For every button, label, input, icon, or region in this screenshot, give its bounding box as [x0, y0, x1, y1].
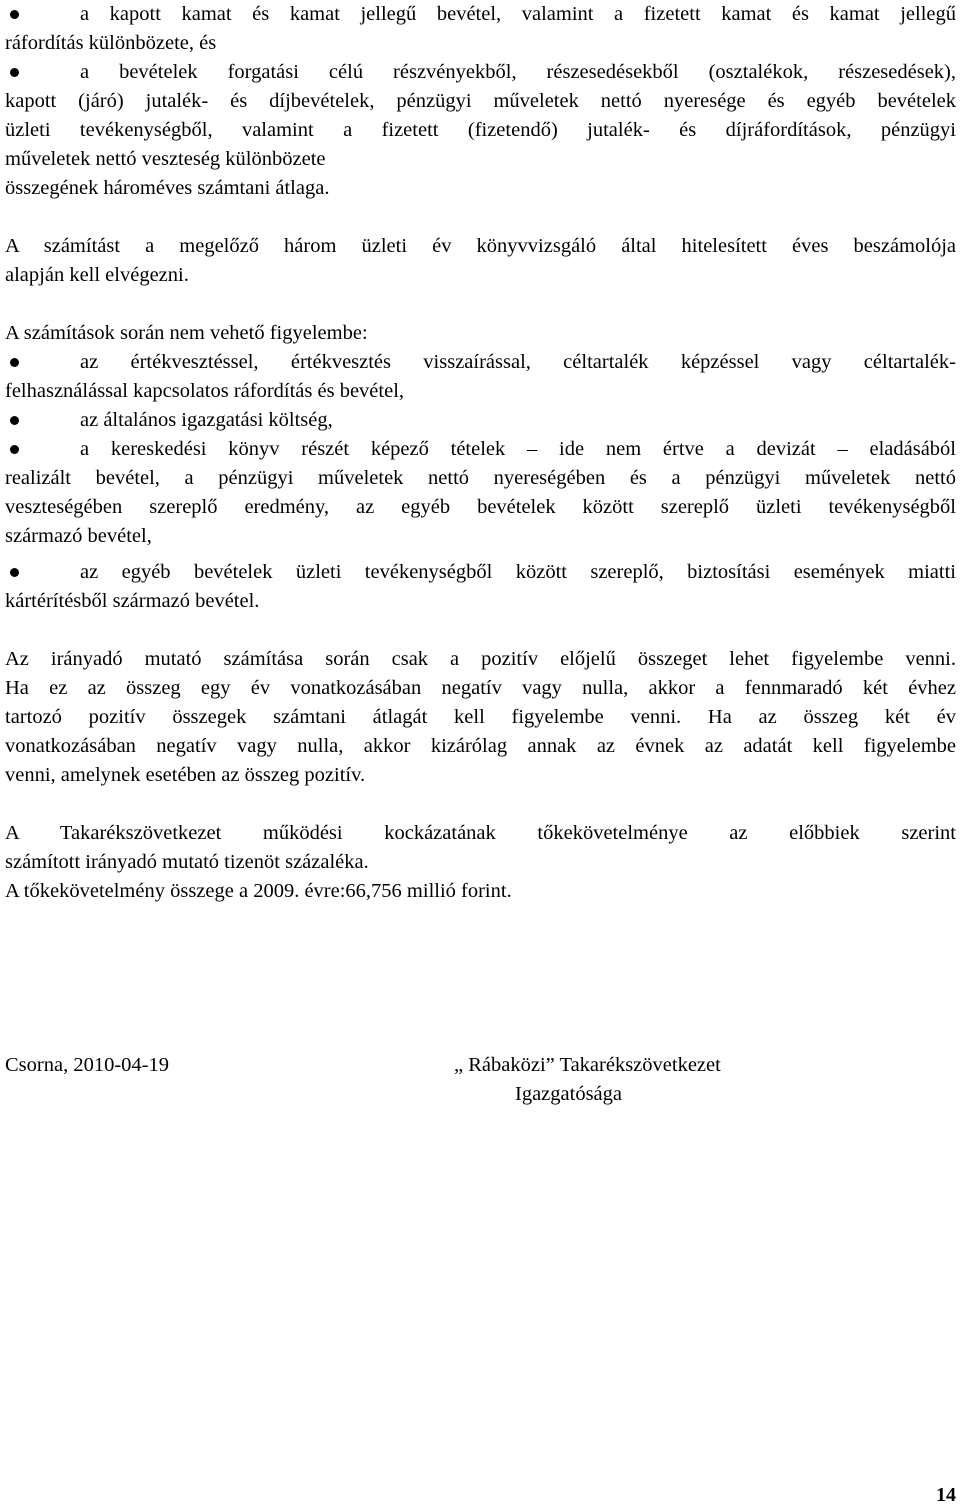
bullet-line: a bevételek forgatási célú részvényekből, részesedésekből (osztalékok, részesedések), [5, 58, 956, 87]
bullet-line: származó bevétel, [5, 525, 152, 547]
signature-org: „ Rábaközi” Takarékszövetkezet [454, 1054, 721, 1076]
bullet-line: az általános igazgatási költség, [5, 406, 956, 435]
paragraph-line: A Takarékszövetkezet működési kockázatának tőkekövetelménye az előbbiek szerint [5, 822, 956, 844]
bullet-item-karterites [5, 558, 956, 616]
bullet-icon [10, 568, 19, 577]
bullet-line: műveletek nettó veszteség különbözete [5, 148, 326, 170]
paragraph-line: összegének hároméves számtani átlaga. [5, 177, 330, 199]
bullet-line: az értékvesztéssel, értékvesztés visszaírással, céltartalék képzéssel vagy céltartalék- [5, 348, 956, 377]
paragraph-atlag [5, 174, 956, 203]
paragraph-line: venni, amelynek esetében az összeg pozitív. [5, 764, 366, 786]
paragraph-line: A számítások során nem vehető figyelembe: [5, 322, 368, 344]
bullet-line: realizált bevétel, a pénzügyi műveletek nettó nyereségében és a pénzügyi műveletek nettó [5, 467, 956, 489]
bullet-icon [10, 445, 19, 454]
bullet-line: felhasználással kapcsolatos ráfordítás és bevétel, [5, 380, 405, 402]
page-number: 14 [936, 1484, 956, 1506]
bullet-item-ertekvesztes [5, 348, 956, 406]
bullet-line: a kereskedési könyv részét képező tételek – ide nem értve a devizát – eladásából [5, 435, 956, 464]
bullet-item-bevetelek [5, 58, 956, 174]
paragraph-line: vonatkozásában negatív vagy nulla, akkor kizárólag annak az évnek az adatát kell figyelembe [5, 735, 956, 757]
paragraph-line: A számítást a megelőző három üzleti év könyvvizsgáló által hitelesített éves beszámolója [5, 235, 956, 257]
paragraph-szamitas [5, 232, 956, 290]
bullet-icon [10, 416, 19, 425]
bullet-icon [10, 10, 19, 19]
paragraph-tokekovetelmeny [5, 819, 956, 906]
paragraph-nem-veheto [5, 319, 956, 348]
bullet-item-kereskedesi [5, 435, 956, 551]
paragraph-osszeg: A tőkekövetelmény összege a 2009. évre:66,756 millió forint. [5, 880, 512, 902]
paragraph-line: alapján kell elvégezni. [5, 264, 189, 286]
bullet-line: az egyéb bevételek üzleti tevékenységből között szereplő, biztosítási események miatti [5, 558, 956, 587]
bullet-icon [10, 68, 19, 77]
signature-role: Igazgatósága [515, 1083, 622, 1105]
bullet-line: kapott (járó) jutalék- és díjbevételek, pénzügyi műveletek nettó nyeresége és egyéb bevételek [5, 90, 956, 112]
bullet-item-igazgatasi [5, 406, 956, 435]
bullet-line: üzleti tevékenységből, valamint a fizetett (fizetendő) jutalék- és díjráfordítások, pénzügyi [5, 119, 956, 141]
bullet-icon [10, 358, 19, 367]
paragraph-line: Ha ez az összeg egy év vonatkozásában negatív vagy nulla, akkor a fennmaradó két évhez [5, 677, 956, 699]
bullet-line: veszteségében szereplő eredmény, az egyéb bevételek között szereplő üzleti tevékenységből [5, 496, 956, 518]
bullet-line: a kapott kamat és kamat jellegű bevétel, valamint a fizetett kamat és kamat jellegű [5, 0, 956, 29]
signature-place-date: Csorna, 2010-04-19 [5, 1054, 169, 1076]
bullet-line: kártérítésből származó bevétel. [5, 590, 260, 612]
paragraph-line: Az irányadó mutató számítása során csak a pozitív előjelű összeget lehet figyelembe venni. [5, 648, 956, 670]
bullet-item-kamat [5, 0, 956, 58]
paragraph-line: számított irányadó mutató tizenöt százaléka. [5, 851, 369, 873]
paragraph-iranyado [5, 645, 956, 790]
bullet-line: ráfordítás különbözete, és [5, 32, 217, 54]
paragraph-line: tartozó pozitív összegek számtani átlagát kell figyelembe venni. Ha az összeg két év [5, 706, 956, 728]
